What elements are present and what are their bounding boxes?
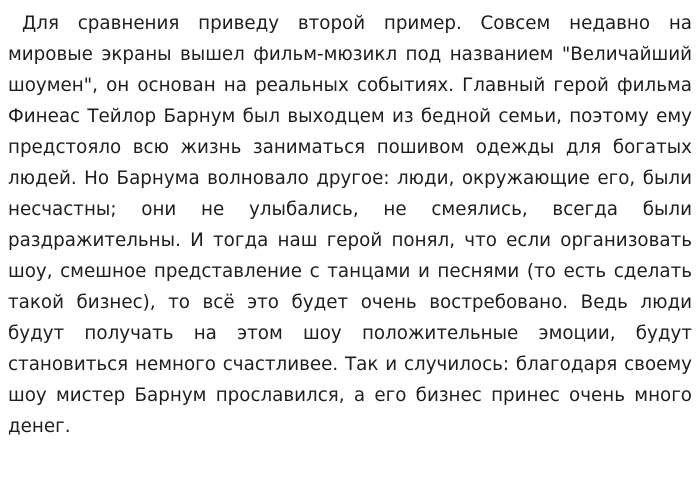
paragraph-line: шоу мистер Барнум прославился, а его бизнес принес очень много <box>8 385 692 406</box>
paragraph-line: Для сравнения приведу второй пример. Совсем недавно на <box>22 13 692 34</box>
paragraph-line: шоу, смешное представление с танцами и песнями (то есть сделать <box>8 261 692 282</box>
paragraph-line: Финеас Тейлор Барнум был выходцем из бедной семьи, поэтому ему <box>8 106 692 127</box>
paragraph-line: людей. Но Барнума волновало другое: люди, окружающие его, были <box>8 168 692 189</box>
document-paragraph <box>8 8 692 442</box>
paragraph-line: мировые экраны вышел фильм-мюзикл под названием "Величайший <box>8 44 692 65</box>
paragraph-line: раздражительны. И тогда наш герой понял, что если организовать <box>8 230 692 251</box>
paragraph-line: денег. <box>8 416 71 437</box>
paragraph-line: такой бизнес), то всё это будет очень востребовано. Ведь люди <box>8 292 692 313</box>
paragraph-line: будут получать на этом шоу положительные эмоции, будут <box>8 323 692 344</box>
paragraph-line: предстояло всю жизнь заниматься пошивом одежды для богатых <box>8 137 692 158</box>
paragraph-line: несчастны; они не улыбались, не смеялись, всегда были <box>8 199 692 220</box>
paragraph-line: становиться немного счастливее. Так и случилось: благодаря своему <box>8 354 692 375</box>
paragraph-line: шоумен", он основан на реальных событиях. Главный герой фильма <box>8 75 692 96</box>
